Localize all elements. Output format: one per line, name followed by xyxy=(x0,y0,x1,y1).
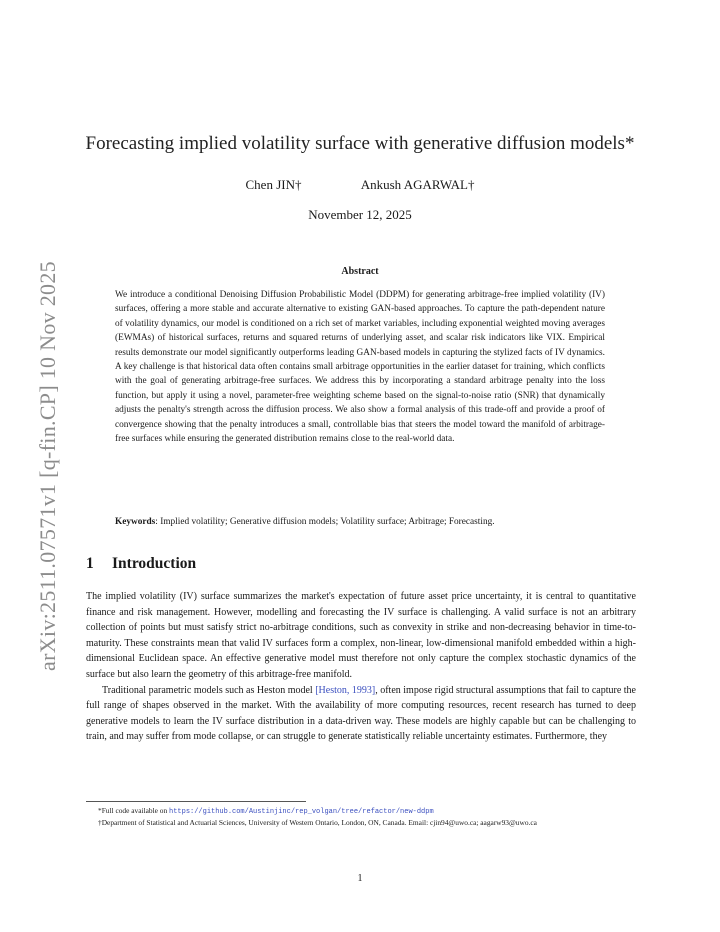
body-paragraph xyxy=(86,683,636,745)
paragraph-text: , often impose rigid structural assumptions that fail to capture the full range of shapes observed in the market. With the availability of more computing resources, recent research has turned to deep generative models to learn the IV surface distribution in a data-driven way. These models are highly capable but can be challenging to train, and may suffer from mode collapse, or can struggle to generate statistically reliable uncertainty estimates. Furthermore, they xyxy=(86,684,636,743)
author-name: Chen JIN† xyxy=(245,177,302,192)
keywords-label: Keywords xyxy=(115,517,156,527)
section-body xyxy=(86,589,636,745)
footnote-code xyxy=(86,806,638,818)
body-paragraph: The implied volatility (IV) surface summarizes the market's expectation of future asset price uncertainty, it is central to quantitative finance and risk management. However, modelling and forecasting the IV surface is challenging. A valid surface is not an arbitrary collection of points but must satisfy strict no-arbitrage conditions, such as convexity in strike and non-decreasing behavior in time-to-maturity. These constraints mean that valid IV surfaces form a complex, non-linear, low-dimensional manifold embedded within a high-dimensional Euclidean space. An effective generative model must therefore not only capture the complex stochastic dynamics of the surface but also learn the geometry of this arbitrage-free manifold. xyxy=(86,591,636,680)
abstract-text: We introduce a conditional Denoising Diffusion Probabilistic Model (DDPM) for generating arbitrage-free implied volatility (IV) surfaces, offering a more stable and accurate alternative to existing GAN-based approaches. To capture the path-dependent nature of volatility dynamics, our model is conditioned on a rich set of market variables, including exponential weighted moving averages (EWMAs) of historical surfaces, returns and squared returns of underlying asset, and scalar risk indicators like VIX. Empirical results demonstrate our model significantly outperforms leading GAN-based models in capturing the stylized facts of IV dynamics. A key challenge is that historical data often contains small arbitrage opportunities in the earlier dataset for training, which conflicts with the goal of generating arbitrage-free surfaces. We address this by incorporating a standard arbitrage penalty into the loss function, but apply it using a novel, parameter-free weighting scheme based on the signal-to-noise ratio (SNR) that dynamically adjusts the penalty's strength across the diffusion process. We also show a formal analysis of this trade-off and provide a proof of convergence showing that the penalty introduces a small, controllable bias that steers the model toward the manifold of arbitrage-free surfaces while ensuring the generated distribution remains close to the real-world data. xyxy=(115,290,605,445)
section-number: 1 xyxy=(86,555,94,572)
author-list xyxy=(0,177,720,193)
keywords-text: : Implied volatility; Generative diffusion models; Volatility surface; Arbitrage; Forecasting. xyxy=(155,517,495,527)
footnote-divider xyxy=(86,801,306,802)
section-title: Introduction xyxy=(112,555,197,572)
footnote-affiliation: †Department of Statistical and Actuarial Sciences, University of Western Ontario, London, ON, Canada. Email: cjin94@uwo.ca; aagarw93@uwo.ca xyxy=(98,817,537,827)
code-url-link[interactable]: https://github.com/Austinjinc/rep_volgan/tree/refactor/new-ddpm xyxy=(169,808,434,816)
footnote-text: *Full code available on xyxy=(98,806,170,815)
keywords-line xyxy=(115,517,605,527)
paper-title: Forecasting implied volatility surface with generative diffusion models* xyxy=(85,133,635,154)
footnotes xyxy=(86,806,638,827)
abstract-heading: Abstract xyxy=(341,266,379,277)
citation-link[interactable]: [Heston, 1993] xyxy=(315,684,376,696)
paragraph-text: Traditional parametric models such as Heston model xyxy=(102,684,316,696)
author-name: Ankush AGARWAL† xyxy=(360,177,475,192)
page-number: 1 xyxy=(357,873,363,884)
publication-date: November 12, 2025 xyxy=(308,207,412,222)
section-heading xyxy=(86,555,196,573)
arxiv-identifier-stamp: arXiv:2511.07571v1 [q-fin.CP] 10 Nov 2025 xyxy=(35,261,60,671)
